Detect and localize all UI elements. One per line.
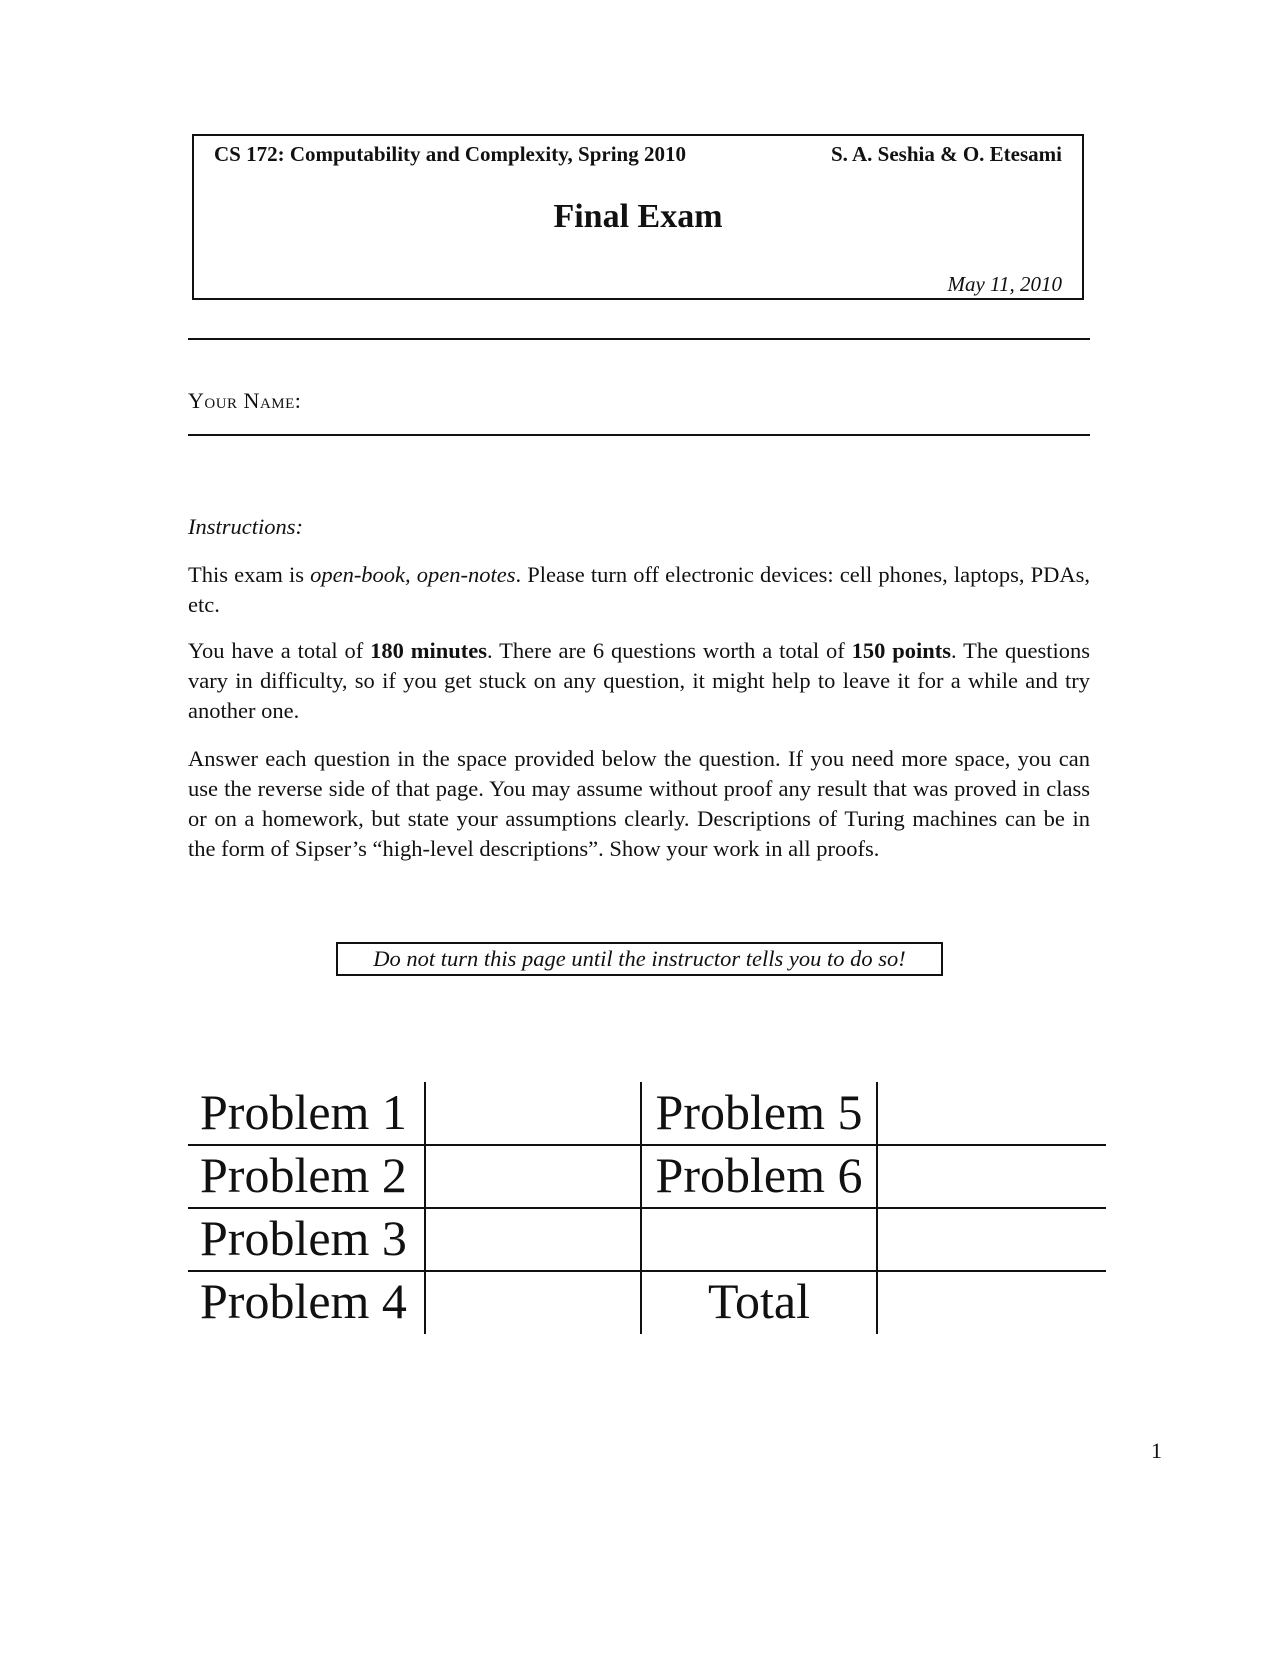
score-label-problem-3: Problem 3 (200, 1210, 407, 1266)
page-number: 1 (1151, 1438, 1162, 1463)
p2-text-e: . The questions vary in difficulty, so if you get stuck on any question, it might help to leave it for a while and try another one. (188, 638, 1091, 723)
exam-date: May 11, 2010 (947, 272, 1062, 296)
instructions-paragraph-3: Answer each question in the space provided below the question. If you need more space, you can use the reverse side of that page. You may assume without proof any result that was proved in class or on a homework, but state your assumptions clearly. Descriptions of Turing machines can be in the form of Sipser’s “high-level descriptions”. Show your work in all proofs. (188, 746, 1090, 861)
name-rule-top (188, 338, 1090, 340)
score-label-problem-6: Problem 6 (655, 1147, 863, 1203)
instructions-paragraph-2 (188, 636, 1090, 726)
do-not-turn-warning: Do not turn this page until the instructor tells you to do so! (336, 942, 943, 976)
score-label-problem-1: Problem 1 (200, 1084, 407, 1140)
name-rule-bottom (188, 434, 1090, 436)
total-points: 150 points (851, 638, 952, 663)
your-name-label: Your Name: (188, 388, 302, 413)
instructions-heading: Instructions: (188, 514, 303, 539)
p2-text-a: You have a total of (188, 638, 371, 663)
p2-text-c: . There are 6 questions worth a total of (487, 638, 852, 663)
p1-emphasis: open-book, open-notes (310, 562, 516, 587)
score-label-total: Total (707, 1273, 811, 1329)
score-label-problem-2: Problem 2 (200, 1147, 407, 1203)
course-title: CS 172: Computability and Complexity, Spring 2010 (214, 142, 686, 166)
exam-title: Final Exam (553, 198, 723, 235)
score-table (188, 1082, 1106, 1334)
time-limit: 180 minutes (370, 638, 488, 663)
score-label-problem-4: Problem 4 (200, 1273, 407, 1329)
exam-header-box (192, 134, 1084, 300)
authors: S. A. Seshia & O. Etesami (830, 142, 1062, 166)
score-label-empty (642, 1208, 876, 1271)
p1-text-a: This exam is (188, 562, 311, 587)
score-label-problem-5: Problem 5 (655, 1084, 863, 1140)
instructions-paragraph-1 (188, 560, 1090, 620)
p1-text-b: . Please turn off electronic devices: cell phones, laptops, PDAs, etc. (188, 562, 1090, 617)
